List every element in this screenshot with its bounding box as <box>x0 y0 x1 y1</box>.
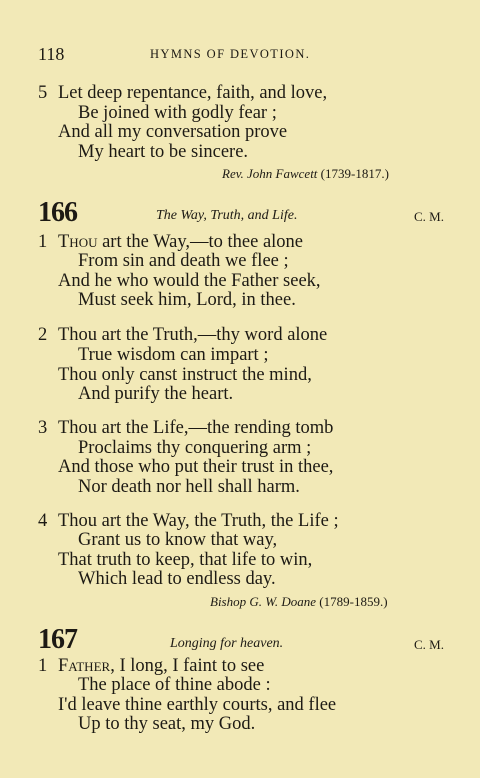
author-dates: (1789-1859.) <box>319 594 388 609</box>
verse-line <box>38 512 339 531</box>
page-number: 118 <box>38 44 65 64</box>
verse-line <box>38 84 327 103</box>
verse-first-word: Thou <box>58 232 98 252</box>
verse-line <box>38 419 333 438</box>
attribution <box>222 166 389 182</box>
author-name: Rev. John Fawcett <box>222 166 318 181</box>
attribution <box>210 594 388 610</box>
verse-line: My heart to be sincere. <box>78 142 249 162</box>
verse-line: Which lead to endless day. <box>78 569 276 589</box>
verse-text: , I long, I faint to see <box>110 656 265 676</box>
verse-line: Grant us to know that way, <box>78 530 278 550</box>
verse-line: And those who put their trust in thee, <box>58 457 334 477</box>
verse-number: 1 <box>38 656 48 676</box>
hymn-number: 167 <box>38 624 77 655</box>
verse-line: That truth to keep, that life to win, <box>58 550 313 570</box>
verse-number: 5 <box>38 83 48 103</box>
verse-text: Thou art the Way, the Truth, the Life ; <box>58 511 339 531</box>
hymn-number: 166 <box>38 197 77 228</box>
verse-line <box>38 233 303 252</box>
author-dates: (1739-1817.) <box>320 166 389 181</box>
verse-number: 3 <box>38 418 48 438</box>
verse-line <box>38 326 327 345</box>
verse-number: 1 <box>38 232 48 252</box>
verse-text: Thou art the Life,—the rending tomb <box>58 418 334 438</box>
author-name: Bishop G. W. Doane <box>210 594 317 609</box>
verse-line: I'd leave thine earthly courts, and flee <box>58 695 337 715</box>
verse-text: art the Way,—to thee alone <box>97 232 304 252</box>
verse-line: Nor death nor hell shall harm. <box>78 477 300 497</box>
verse-line: And purify the heart. <box>78 384 234 404</box>
verse-line: Must seek him, Lord, in thee. <box>78 290 296 310</box>
verse-text: Thou art the Truth,—thy word alone <box>58 325 328 345</box>
verse-line: And all my conversation prove <box>58 122 288 142</box>
hymn-meter: C. M. <box>414 637 444 652</box>
verse-line: The place of thine abode : <box>78 675 271 695</box>
hymn-meter: C. M. <box>414 209 444 224</box>
verse-line: True wisdom can impart ; <box>78 345 269 365</box>
verse-line: Be joined with godly fear ; <box>78 103 277 123</box>
running-head: HYMNS OF DEVOTION. <box>150 47 311 61</box>
verse-line <box>38 657 264 676</box>
hymn-title: Longing for heaven. <box>170 636 284 651</box>
verse-line: Up to thy seat, my God. <box>78 714 256 734</box>
verse-line: From sin and death we flee ; <box>78 251 289 271</box>
verse-line: And he who would the Father seek, <box>58 271 321 291</box>
verse-number: 2 <box>38 325 48 345</box>
verse-line: Thou only canst instruct the mind, <box>58 365 312 385</box>
verse-text: Let deep repentance, faith, and love, <box>58 83 328 103</box>
verse-number: 4 <box>38 511 48 531</box>
verse-line: Proclaims thy conquering arm ; <box>78 438 312 458</box>
verse-first-word: Father <box>58 656 111 676</box>
hymn-title: The Way, Truth, and Life. <box>156 208 298 223</box>
